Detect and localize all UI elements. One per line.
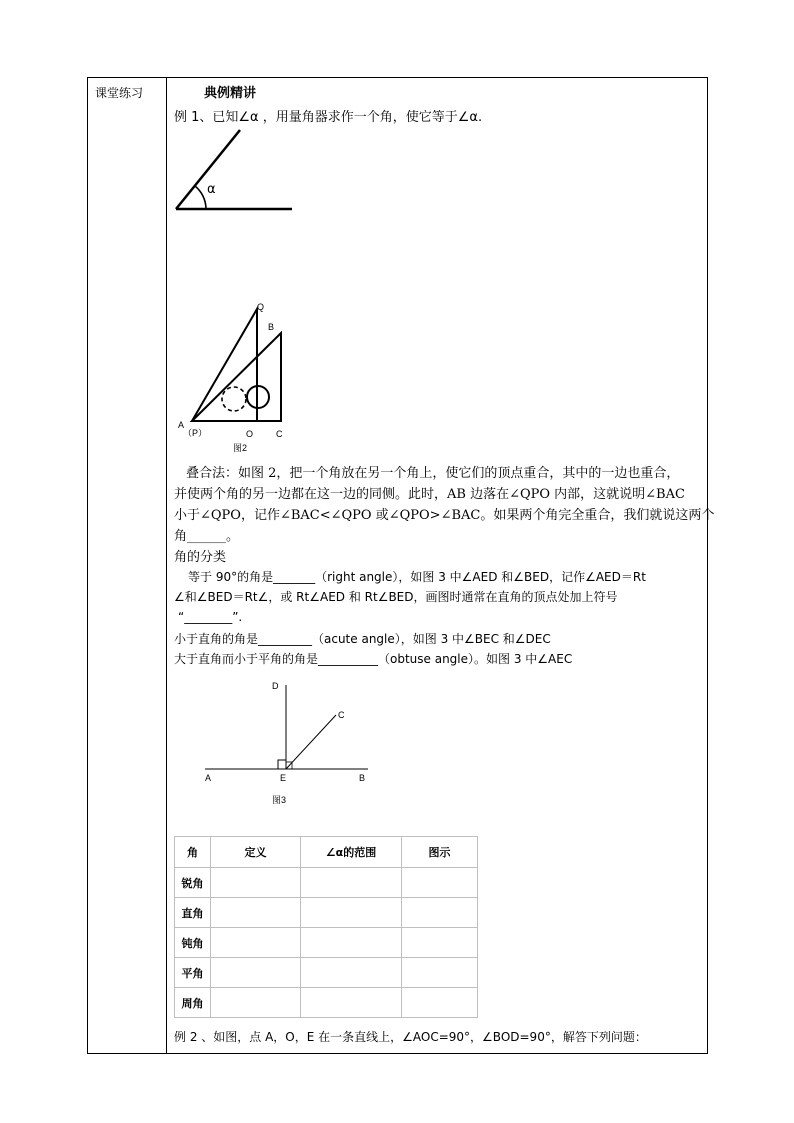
table-row — [175, 868, 478, 898]
overlap-line-2: 并使两个角的另一边都在这一边的同侧。此时，AB 边落在∠QPO 内部，这就说明∠BAC — [174, 487, 685, 502]
fig2-circle-dashed — [222, 387, 246, 411]
fig3-ray-ec — [286, 715, 336, 769]
row-label-acute: 锐角 — [175, 868, 211, 898]
left-column-label: 课堂练习 — [95, 86, 144, 100]
column-divider — [166, 77, 167, 1053]
table-row — [175, 898, 478, 928]
row-label-straight: 平角 — [175, 958, 211, 988]
fig1-alpha-label: α — [207, 182, 216, 197]
fig1-ray-upper — [176, 130, 240, 209]
classify-heading: 角的分类 — [174, 550, 227, 565]
fig3-label-e: E — [280, 773, 287, 783]
fig1-angle-alpha — [170, 125, 300, 215]
acute-angle-line: 小于直角的角是_________（acute angle），如图 3 中∠BEC 和∠DEC — [174, 632, 551, 646]
table-row — [175, 928, 478, 958]
fig1-angle-arc — [195, 186, 206, 209]
fig2-label-b: B — [268, 322, 275, 332]
right-angle-line-3: “________”. — [178, 610, 243, 624]
row-label-obtuse: 钝角 — [175, 928, 211, 958]
example2-text: 例 2 、如图，点 A，O，E 在一条直线上，∠AOC=90°，∠BOD=90°，解答下列问题： — [174, 1030, 647, 1044]
fig3-label-a: A — [205, 773, 212, 783]
section-title: 典例精讲 — [204, 86, 257, 101]
row-label-full: 周角 — [175, 988, 211, 1018]
header-definition: 定义 — [211, 837, 301, 868]
example1-text: 例 1、已知∠α ，用量角器求作一个角，使它等于∠α. — [174, 110, 483, 125]
fig2-overlap — [175, 298, 295, 458]
table-row — [175, 988, 478, 1018]
fig2-label-p: （P） — [183, 428, 208, 438]
fig2-label-q: Q — [257, 302, 265, 312]
obtuse-angle-line: 大于直角而小于平角的角是__________（obtuse angle）。如图 3 中∠AEC — [174, 652, 573, 666]
fig3-caption: 图3 — [272, 795, 287, 805]
header-diagram: 图示 — [402, 837, 478, 868]
row-label-right: 直角 — [175, 898, 211, 928]
overlap-line-1: 叠合法：如图 2，把一个角放在另一个角上，使它们的顶点重合，其中的一边也重合， — [186, 466, 680, 481]
fig3-label-b: B — [359, 773, 366, 783]
overlap-line-3: 小于∠QPO，记作∠BAC<∠QPO 或∠QPO>∠BAC。如果两个角完全重合，我们就说这两个 — [174, 508, 715, 523]
right-angle-line-2: ∠和∠BED＝Rt∠，或 Rt∠AED 和 Rt∠BED，画图时通常在直角的顶点处加上符号 — [174, 590, 618, 604]
fig2-caption: 图2 — [233, 443, 248, 453]
overlap-line-4: 角______。 — [174, 529, 240, 544]
fig3-label-c: C — [338, 710, 345, 720]
fig3-right-angle-mark — [278, 760, 286, 769]
fig3-label-d: D — [272, 681, 279, 691]
header-range: ∠α的范围 — [301, 837, 402, 868]
fig2-label-c: C — [276, 429, 283, 439]
angle-classification-table — [174, 836, 478, 1018]
header-angle: 角 — [175, 837, 211, 868]
fig2-label-a: A — [178, 420, 185, 430]
right-angle-line-1: 等于 90°的角是_______（right angle），如图 3 中∠AED 和∠BED，记作∠AED＝Rt — [188, 570, 646, 584]
fig3-angles — [200, 677, 375, 812]
table-header-row — [175, 837, 478, 868]
table-row — [175, 958, 478, 988]
fig2-label-o: O — [246, 429, 254, 439]
